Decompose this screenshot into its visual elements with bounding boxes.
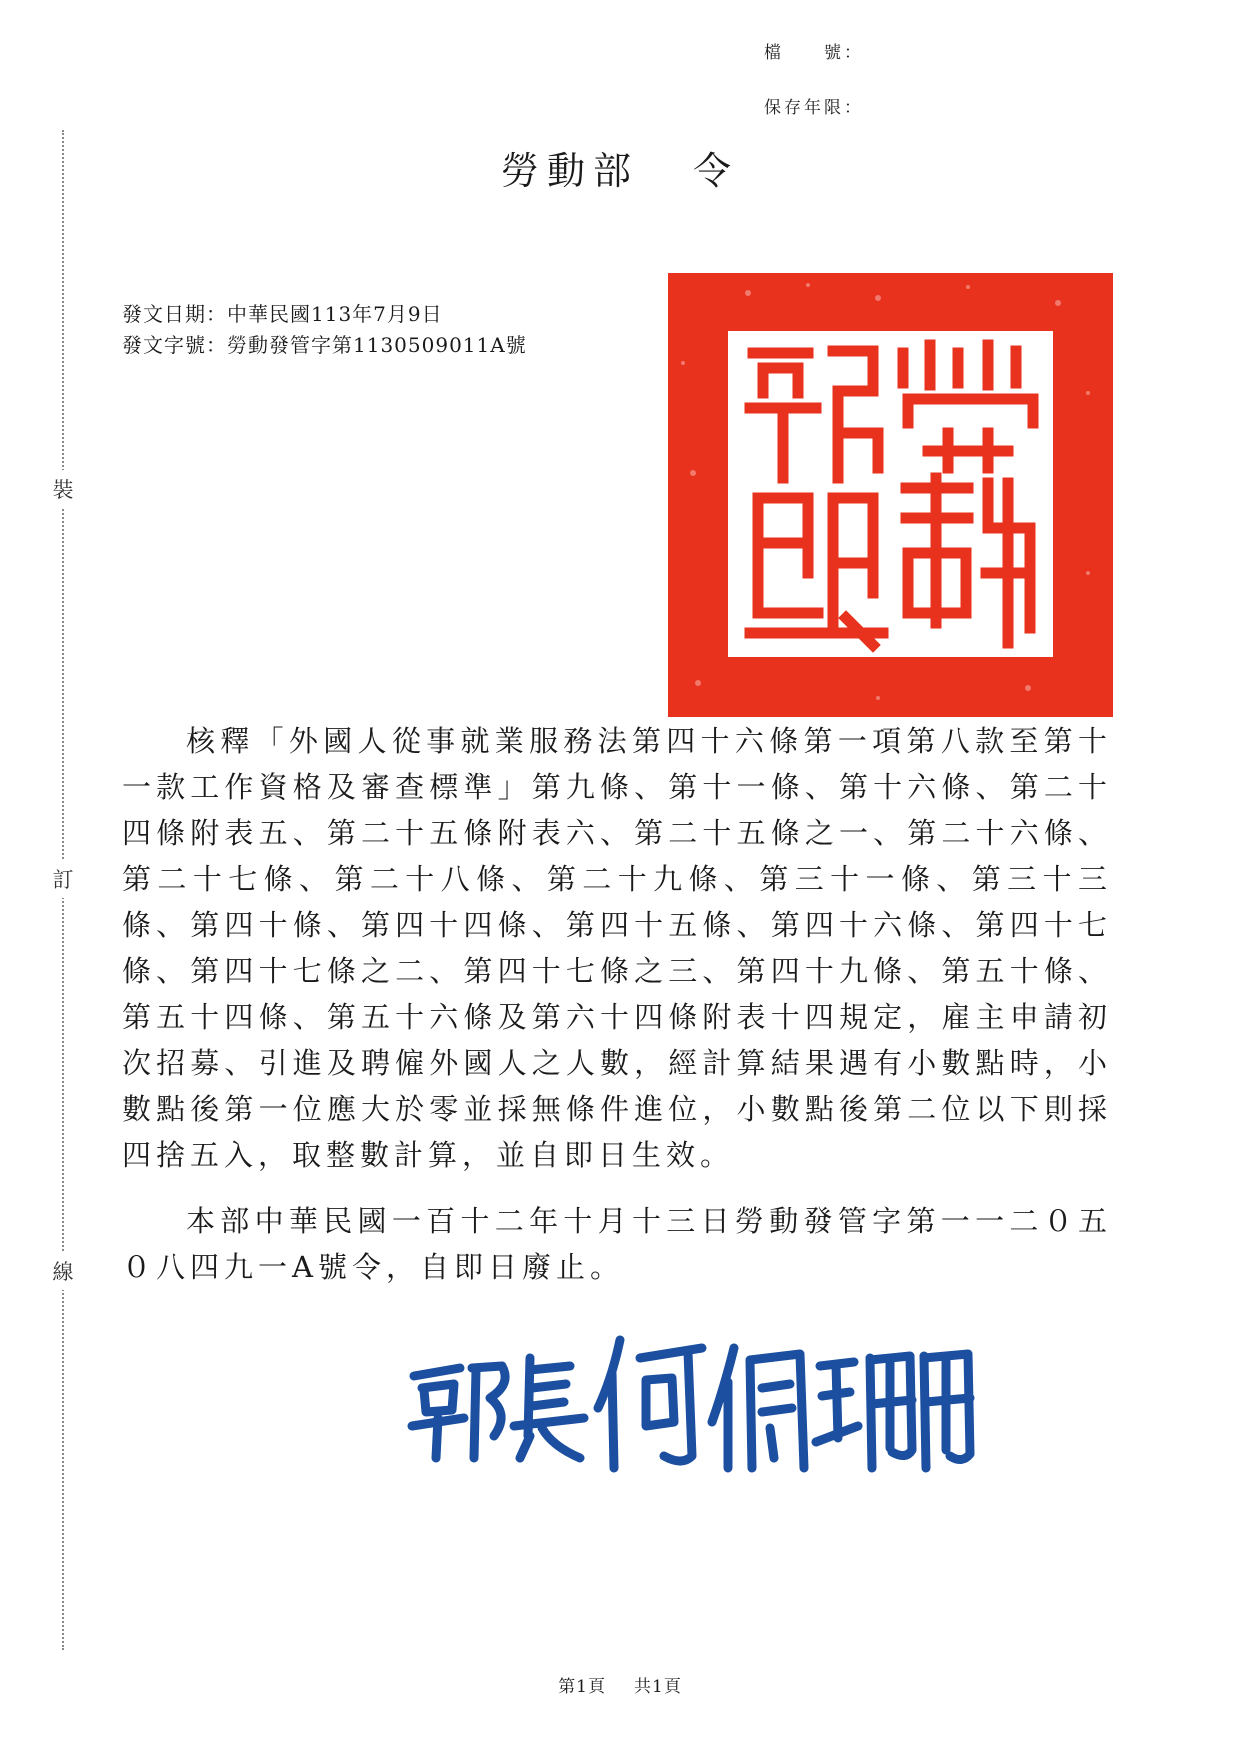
binding-mark-ding: 訂 — [50, 860, 76, 898]
body-paragraph-1: 核釋「外國人從事就業服務法第四十六條第一項第八款至第十一款工作資格及審查標準」第九條、第十一條、第十六條、第二十四條附表五、第二十五條附表六、第二十五條之一、第二十六條、第二十七條、第二十八條、第二十九條、第三十一條、第三十三條、第四十條、第四十四條、第四十五條、第四十六條、第四十七條、第四十七條之二、第四十七條之三、第四十九條、第五十條、第五十四條、第五十六條及第六十四條附表十四規定，雇主申請初次招募、引進及聘僱外國人之人數，經計算結果遇有小數點時，小數點後第一位應大於零並採無條件進位，小數點後第二位以下則採四捨五入，取整數計算，並自即日生效。 — [122, 724, 1112, 1172]
page-total: 共1頁 — [634, 1677, 682, 1697]
retention-period-label: 保存年限： — [764, 98, 864, 118]
body-paragraph-2: 本部中華民國一百十二年十月十三日勞動發管字第一一二０五０八四九一A號令，自即日廢止。 — [122, 1204, 1112, 1284]
agency-name: 勞動部 — [500, 149, 639, 193]
seal-graphic — [668, 273, 1113, 717]
binding-mark-xian: 線 — [50, 1252, 76, 1290]
issue-date: 發文日期：中華民國113年7月9日 — [122, 302, 443, 326]
document-title — [0, 140, 1240, 195]
file-number-label: 檔 號： — [764, 43, 864, 63]
signature-graphic — [402, 1318, 1002, 1478]
page-number: 第1頁 — [558, 1677, 606, 1697]
page-footer — [0, 1672, 1240, 1697]
official-seal — [668, 273, 1113, 717]
binding-mark-zhuang: 裝 — [50, 470, 76, 508]
issue-number: 發文字號：勞動發管字第1130509011A號 — [122, 333, 527, 357]
minister-signature — [402, 1318, 1002, 1478]
document-type: 令 — [693, 149, 740, 193]
